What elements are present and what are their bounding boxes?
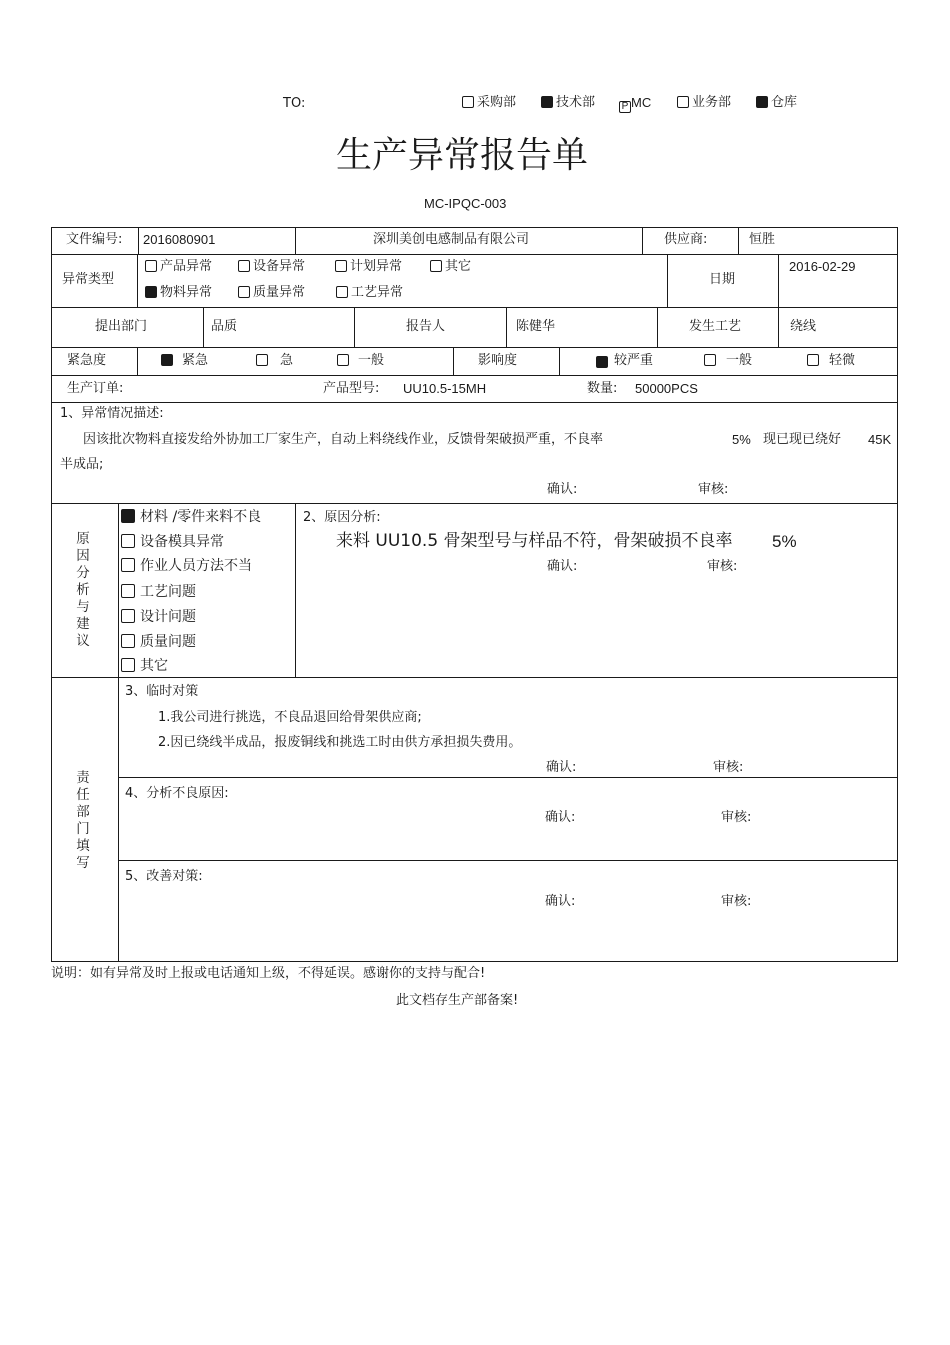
order-label: 生产订单: (67, 381, 124, 396)
checkbox-icon[interactable] (121, 634, 135, 648)
checkbox-icon[interactable] (145, 260, 157, 272)
type-quality[interactable]: 质量异常 (238, 286, 305, 299)
section3-line1: 1.我公司进行挑选，不良品退回给骨架供应商; (158, 710, 422, 725)
type-process[interactable]: 工艺异常 (336, 286, 403, 299)
section1-description: 因该批次物料直接发给外协加工厂家生产，自动上料绕线作业，反馈骨架破损严重，不良率 (83, 432, 604, 447)
section5-review: 审核: (721, 894, 752, 909)
type-material[interactable]: 物料异常 (145, 286, 212, 299)
supplier-value: 恒胜 (749, 232, 776, 247)
section2-confirm: 确认: (547, 559, 578, 574)
checkbox-p-icon[interactable]: P (619, 101, 631, 113)
dept-label: 提出部门 (95, 319, 148, 334)
recipient-sales[interactable]: 业务部 (677, 96, 731, 109)
cause-quality[interactable]: 质量问题 (121, 634, 196, 649)
model-label: 产品型号: (323, 381, 380, 396)
company-name: 深圳美创电感制品有限公司 (373, 232, 530, 247)
section1-description-cont: 半成品; (60, 457, 104, 472)
section2-review: 审核: (707, 559, 738, 574)
section5-title: 5、改善对策: (125, 869, 203, 884)
checkbox-checked-icon[interactable] (145, 286, 157, 298)
urgency-hurry[interactable]: 急 (256, 354, 293, 367)
type-label: 异常类型 (62, 272, 115, 287)
footer-note: 说明：如有异常及时上报或电话通知上级，不得延误。感谢你的支持与配合! (51, 966, 486, 981)
recipient-purchasing[interactable]: 采购部 (462, 96, 516, 109)
cause-material[interactable]: 材料 /零件来料不良 (121, 509, 261, 524)
cause-operator[interactable]: 作业人员方法不当 (121, 558, 252, 573)
recipient-warehouse[interactable]: 仓库 (756, 96, 797, 109)
section3-line2: 2.因已绕线半成品，报废铜线和挑选工时由供方承担损失费用。 (158, 735, 522, 750)
checkbox-icon[interactable] (337, 354, 349, 366)
section1-rate: 5% (732, 432, 751, 447)
impact-normal[interactable]: 一般 (704, 354, 752, 367)
section2-analysis: 来料 UU10.5 骨架型号与样品不符，骨架破损不良率 (336, 531, 733, 551)
checkbox-icon[interactable] (238, 286, 250, 298)
cause-other[interactable]: 其它 (121, 658, 168, 673)
model-value: UU10.5-15MH (403, 381, 487, 396)
checkbox-checked-icon[interactable] (541, 96, 553, 108)
process-value: 绕线 (790, 319, 817, 334)
checkbox-icon[interactable] (121, 534, 135, 548)
section1-status: 现已现已绕好 (763, 432, 842, 447)
checkbox-icon[interactable] (256, 354, 268, 366)
checkbox-icon[interactable] (807, 354, 819, 366)
process-label: 发生工艺 (689, 319, 742, 334)
reporter-value: 陈健华 (516, 319, 556, 334)
checkbox-checked-icon[interactable] (596, 356, 608, 368)
type-equipment[interactable]: 设备异常 (238, 260, 305, 273)
checkbox-icon[interactable] (430, 260, 442, 272)
checkbox-icon[interactable] (121, 658, 135, 672)
cause-process[interactable]: 工艺问题 (121, 584, 196, 599)
checkbox-icon[interactable] (121, 584, 135, 598)
footer-archive: 此文档存生产部备案! (396, 993, 519, 1008)
checkbox-checked-icon[interactable] (756, 96, 768, 108)
urgency-label: 紧急度 (67, 353, 107, 368)
doc-code: MC-IPQC-003 (424, 196, 507, 211)
section1-title: 1、异常情况描述: (60, 406, 164, 421)
impact-serious[interactable]: 较严重 (596, 354, 653, 368)
date-label: 日期 (709, 272, 736, 287)
section4-title: 4、分析不良原因: (125, 786, 229, 801)
date-value: 2016-02-29 (789, 259, 856, 274)
cause-design[interactable]: 设计问题 (121, 609, 196, 624)
file-no-label: 文件编号: (66, 232, 123, 247)
checkbox-icon[interactable] (238, 260, 250, 272)
section3-review: 审核: (713, 760, 744, 775)
impact-minor[interactable]: 轻微 (807, 354, 855, 367)
dept-value: 品质 (211, 319, 238, 334)
section3-confirm: 确认: (546, 760, 577, 775)
cause-equipment[interactable]: 设备模具异常 (121, 534, 224, 549)
checkbox-icon[interactable] (704, 354, 716, 366)
impact-label: 影响度 (478, 353, 518, 368)
recipient-technical[interactable]: 技术部 (541, 96, 595, 109)
urgency-urgent[interactable]: 紧急 (161, 354, 208, 367)
urgency-normal[interactable]: 一般 (337, 354, 384, 367)
to-label: TO: (283, 96, 306, 111)
section4-confirm: 确认: (545, 810, 576, 825)
checkbox-checked-icon[interactable] (121, 509, 135, 523)
type-product[interactable]: 产品异常 (145, 260, 212, 273)
checkbox-icon[interactable] (677, 96, 689, 108)
checkbox-icon[interactable] (335, 260, 347, 272)
checkbox-icon[interactable] (121, 558, 135, 572)
checkbox-checked-icon[interactable] (161, 354, 173, 366)
section3-title: 3、临时对策 (125, 684, 199, 699)
supplier-label: 供应商: (664, 232, 708, 247)
qty-label: 数量: (587, 381, 618, 396)
recipient-pmc[interactable]: P MC (619, 96, 651, 113)
type-plan[interactable]: 计划异常 (335, 260, 402, 273)
section4-review: 审核: (721, 810, 752, 825)
section2-rate: 5% (772, 532, 797, 551)
page-title: 生产异常报告单 (336, 135, 589, 176)
reporter-label: 报告人 (406, 319, 446, 334)
section1-review: 审核: (698, 482, 729, 497)
section1-count: 45K (868, 432, 892, 447)
checkbox-icon[interactable] (121, 609, 135, 623)
section1-confirm: 确认: (547, 482, 578, 497)
checkbox-icon[interactable] (336, 286, 348, 298)
section2-side-label: 原因分析与建议 (76, 531, 90, 649)
type-other[interactable]: 其它 (430, 260, 471, 273)
qty-value: 50000PCS (635, 381, 698, 396)
section5-confirm: 确认: (545, 894, 576, 909)
checkbox-icon[interactable] (462, 96, 474, 108)
file-no-value: 2016080901 (143, 232, 216, 247)
section3-side-label: 责任部门填写 (76, 770, 90, 871)
section2-title: 2、原因分析: (303, 510, 381, 525)
